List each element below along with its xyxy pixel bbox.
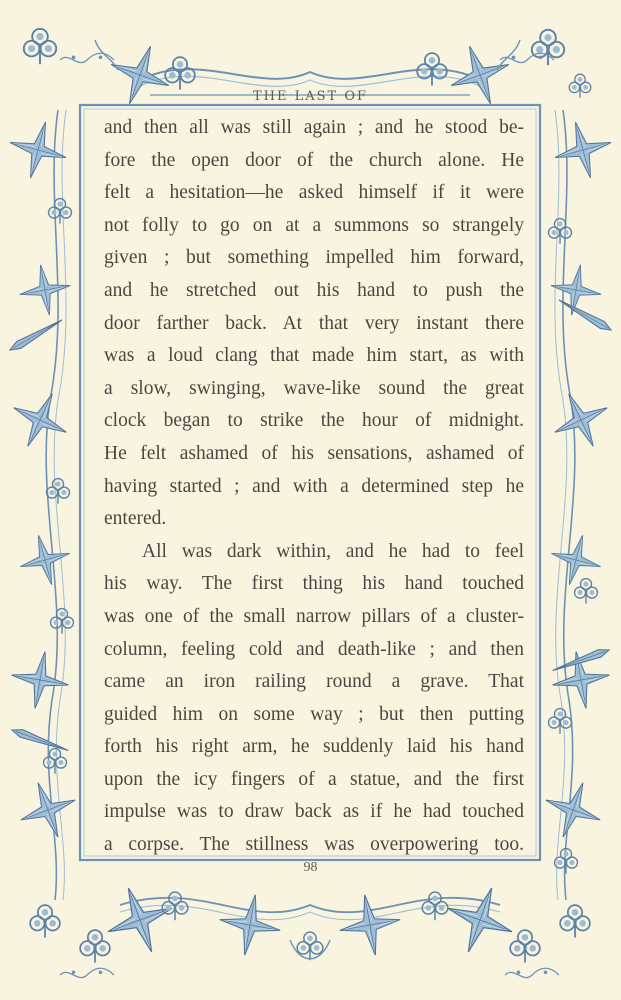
text-line: not folly to go on at a summons so strangely: [104, 214, 524, 236]
text-line: column, feeling cold and death-like ; and then: [104, 638, 524, 660]
running-title: THE LAST OF: [252, 89, 369, 104]
text-line: his way. The first thing his hand touched: [104, 573, 524, 595]
text-line: clock began to strike the hour of midnight.: [104, 410, 524, 432]
text-line: He felt ashamed of his sensations, ashamed of: [104, 442, 524, 464]
page-number: 98: [303, 860, 318, 875]
text-line: came an iron railing round a grave. That: [104, 671, 524, 693]
text-line: All was dark within, and he had to feel: [142, 540, 524, 562]
text-line: upon the icy fingers of a statue, and the first: [104, 768, 524, 790]
text-line: felt a hesitation—he asked himself if it were: [104, 182, 524, 204]
text-line: was a loud clang that made him start, as with: [104, 345, 524, 367]
text-line: door farther back. At that very instant there: [104, 312, 524, 334]
text-line: fore the open door of the church alone. He: [104, 149, 524, 171]
text-line: forth his right arm, he suddenly laid his hand: [104, 736, 524, 758]
text-line: and he stretched out his hand to push the: [104, 279, 524, 301]
text-line: having started ; and with a determined step he: [104, 475, 524, 497]
text-line: given ; but something impelled him forward,: [104, 247, 524, 269]
text-line: a slow, swinging, wave-like sound the great: [104, 377, 524, 399]
text-line: entered.: [104, 508, 167, 530]
text-line: a corpse. The stillness was overpowering too.: [104, 834, 524, 856]
text-line: and then all was still again ; and he stood be-: [104, 117, 524, 138]
text-line: impulse was to draw back as if he had touched: [104, 801, 524, 823]
body-text: [104, 112, 524, 862]
text-line: guided him on some way ; but then putting: [104, 703, 524, 725]
text-line: was one of the small narrow pillars of a cluster-: [104, 605, 524, 627]
